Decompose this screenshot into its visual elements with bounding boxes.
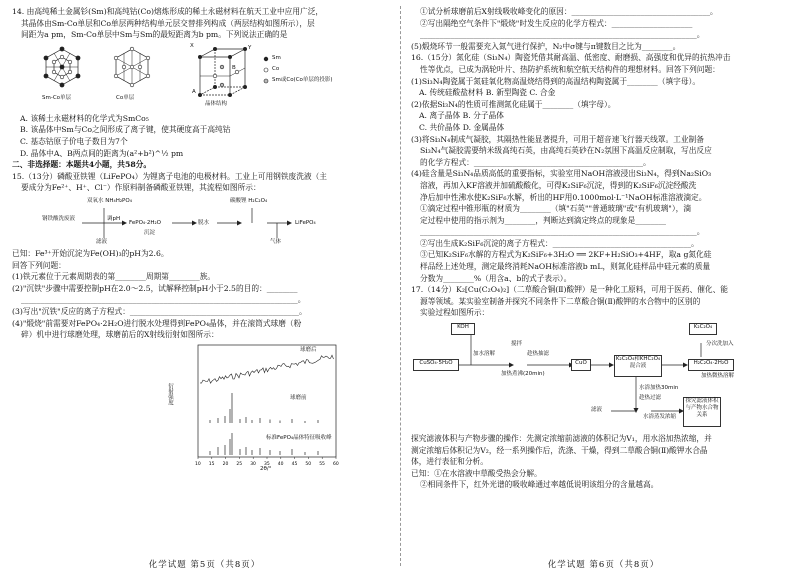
- flow17-arrows: [411, 321, 796, 431]
- xrd-tick-label: 50: [305, 461, 312, 467]
- xrd-tick-label: 20: [222, 461, 229, 467]
- q14-line: 间距为a pm，Sm-Co单层中Sm与Sm的最短距离为b pm。下列说法正确的是: [21, 30, 288, 40]
- sub-filtrate: 滤液: [96, 238, 108, 245]
- axis-y-label: Y: [248, 44, 252, 51]
- page-divider: [400, 6, 401, 566]
- section-2-heading: 二、非选择题：本题共4小题，共58分。: [12, 160, 152, 170]
- reagent-2: 碳酸锂 H₂C₂O₄: [230, 197, 268, 204]
- xrd-tick-label: 45: [291, 461, 298, 467]
- box-h2c2o4: H₂C₂O₄·2H₂O: [688, 359, 734, 371]
- lbl-dissolve: 分次洗加入: [706, 341, 734, 348]
- q16-line: ③已知K₂SiF₆水解的方程式为K₂SiF₆+3H₂O ══ 2KF+H₂SiO₃+4HF，取a g氮化硅: [420, 250, 712, 260]
- xrd-ylabel: 衍射强度: [167, 382, 173, 405]
- q15-line: 要成分为Fe²⁺、H⁺、Cl⁻）作原料制备磷酸亚铁锂，其流程如图所示：: [21, 183, 261, 193]
- step-ph: 调pH: [107, 215, 121, 222]
- q16-line: 16.（15分）氮化硅（Si₃N₄）陶瓷凭借其耐高温、低密度、耐磨损、高强度和优异的抗热冲击: [411, 53, 731, 63]
- q16-line: (3)将Si₃N₄制成气凝胶，其隔热性能显著提升，可用于超音速飞行器天线罩。工业制备: [411, 134, 704, 144]
- q15-line: (2)"沉铁"步骤中需要控制pH在2.0～2.5，试解释控制pH小于2.5的目的：________: [12, 283, 298, 293]
- lbl-stir: 搅拌: [511, 341, 523, 348]
- q14-line: 其晶体由Sm-Co单层和Co单层两种结构单元层交替排列构成（两层结构如图所示），层: [21, 18, 315, 28]
- point-b-label: B: [232, 64, 236, 71]
- q14-line: 14. 由高纯稀土金属钐(Sm)和高纯钴(Co)熔炼形成的稀土永磁材料在航天工业中应用广泛，: [12, 7, 324, 16]
- q16-line: 性等优点，已成为涡轮叶片、热防护系统和航空航天结构件的理想材料。回答下列问题：: [420, 64, 720, 74]
- q15-cont-line: ________________________________________________________________________。: [420, 30, 705, 40]
- page-6-footer: 化学试题 第6页（共8页）: [547, 560, 660, 571]
- box-koh: KOH: [451, 323, 475, 335]
- q17-line: 17.（14分）K₂[Cu(C₂O₄)₂]（二草酸合铜(Ⅱ)酸钾）是一种化工原料，可用于医药、催化、能: [411, 285, 728, 295]
- q16-line: A. 离子晶体 B. 分子晶体: [419, 111, 504, 121]
- sm-co-layer: [44, 46, 81, 87]
- q15-line: ________________________________________________________________________。: [21, 295, 306, 305]
- sub-precipitate: 沉淀: [144, 229, 156, 236]
- q16-line: ①滴定过程中锥形瓶的材质为________（填"石英""普通玻璃"或"有机玻璃"），滴: [420, 204, 692, 214]
- axis-x-label: X: [190, 42, 194, 49]
- steel-waste: 钢铁酸洗废液: [42, 215, 76, 222]
- xrd-label-std: 标准FePO₄晶体特征吸收峰: [266, 434, 332, 441]
- box-cuo: CuO: [571, 359, 591, 371]
- q17-line: 体，进行表征和分析。: [411, 457, 488, 467]
- box-k2c2o4-mix: K₂C₂O₄和KHC₂O₄混合液: [614, 355, 662, 377]
- lbl-slight-heat: 加热微热溶解: [701, 373, 735, 380]
- lbl-filtrate: 滤液: [591, 407, 603, 414]
- q15-line: (3)写出"沉铁"反应的离子方程式：____________________________________________。: [12, 306, 307, 316]
- q14-figure: [12, 43, 397, 111]
- reagent-1: 双氧水 NH₄H₂PO₄: [87, 197, 132, 204]
- lbl-water-bath: 水浴加热30min: [639, 385, 679, 392]
- xrd-figure: [167, 343, 397, 475]
- q16-line: (4)硅含量是Si₃N₄品质高低的重要指标，实验室用NaOH溶液浸出Si₃N₄，得到Na₂SiO₃: [411, 169, 712, 179]
- step-dehydrate: 脱水: [198, 219, 210, 226]
- xrd-tick-label: 10: [195, 461, 201, 467]
- page-6: [411, 6, 796, 576]
- lbl-hot-filter: 趁热过滤: [639, 395, 662, 402]
- q15-line: 碎）机中进行球磨处理，球磨前后的X射线衍射如图所示：: [21, 330, 219, 340]
- q16-line: (1)Si₃N₄陶瓷属于氮硅氧化物高温烧结得到的高温结构陶瓷属于________（填字母）。: [411, 76, 701, 86]
- q16-line: 分数为________%（用含a、b的式子表示）。: [420, 273, 572, 283]
- q16-line: 样品经上述处理，测定最终消耗NaOH标准溶液b mL，则氮化硅样品中硅元素的质量: [420, 262, 711, 272]
- xrd-label-before: 球磨前: [290, 394, 307, 401]
- page-5: [12, 6, 397, 576]
- caption-sm-co-layer: Sm-Co单层: [42, 94, 72, 101]
- q15-cont-line: ②写出隔绝空气条件下"煅烧"时发生反应的化学方程式：_____________________: [420, 18, 693, 28]
- q16-line: A. 传统硅酸盐材料 B. 新型陶瓷 C. 合金: [419, 88, 556, 98]
- legend-sm-or-co: Sm或Co(Co单层的投影): [272, 76, 333, 83]
- xrd-xlabel: 2θ/°: [260, 465, 272, 472]
- q17-line: ②相同条件下，红外光谱的吸收峰通过率越低说明该组分的含量越高。: [420, 480, 659, 490]
- q15-line: (4)"煅烧"前需要对FePO₄·2H₂O进行脱水处理得到FePO₄晶体，并在滚筒式球磨（粉: [12, 318, 302, 328]
- sub-gas: 气体: [270, 238, 282, 245]
- q16-line: 定过程中使用的指示剂为________，判断达到滴定终点的现象是________: [420, 215, 667, 225]
- q16-line: C. 共价晶体 D. 金属晶体: [419, 122, 505, 132]
- lbl-heat: 加热煮沸(20min): [501, 371, 545, 378]
- q15-flowchart: [12, 196, 397, 246]
- point-a-label: A: [192, 88, 196, 95]
- q15-cont-line: (5)煅烧环节一般需要充入氮气进行保护，N₂中σ键与π键数目之比为________。: [411, 41, 681, 51]
- q17-line: 已知：①在水溶液中草酸受热会分解。: [411, 468, 542, 478]
- xrd-tick-label: 40: [277, 461, 284, 467]
- q15-line: 回答下列问题：: [12, 260, 66, 270]
- xrd-label-after: 球磨后: [300, 346, 317, 353]
- q17-line: 探究滤液体积与产物步骤的操作：先测定浓缩前滤液的体积记为V₁，用水浴加热浓缩，并: [411, 434, 712, 444]
- page-5-footer: 化学试题 第5页（共8页）: [148, 560, 261, 571]
- xrd-tick-label: 55: [319, 461, 325, 467]
- legend-co: Co: [272, 65, 280, 72]
- box-product: 探究滤液体积与产物水合物关系: [683, 397, 721, 427]
- q17-flowchart: [411, 321, 796, 431]
- q15-cont-line: ①试分析球磨前后X射线吸收峰变化的原因：____________________________________。: [420, 7, 718, 16]
- xrd-tick-label: 60: [333, 461, 339, 467]
- box-k2c2o4: K₂C₂O₄: [689, 323, 717, 335]
- q16-line: Si₃N₄气凝胶需要纳米级高纯石英，由高纯石英砂在N₂氛围下高温反应制取，写出反应: [420, 146, 712, 156]
- co-layer: [114, 47, 150, 87]
- q17-line: 源等领域。某实验室制备并探究不同条件下二草酸合铜(Ⅱ)酸钾的水合物中的区别的: [420, 296, 701, 306]
- q14-option-a: A. 该稀土永磁材料的化学式为SmCo₅: [20, 113, 149, 123]
- box-cuso4: CuSO₄·5H₂O: [413, 359, 459, 371]
- q16-line: 净后加中性沸水使K₂SiF₆水解，析出的HF用0.1000mol·L⁻¹NaOH标准溶液滴定。: [420, 192, 707, 202]
- lbl-evap: 水浴蒸发浓缩: [643, 414, 677, 421]
- xrd-tick-label: 30: [250, 461, 256, 467]
- q16-line: (2)依据Si₃N₄的性质可推测氮化硅属于________（填字母）。: [411, 99, 616, 109]
- q15-line: (1)铁元素位于元素周期表的第________周期第________族。: [12, 272, 216, 282]
- q16-line: 的化学方程式：____________________________________________。: [420, 157, 651, 167]
- q15-line: 已知：Fe³⁺开始沉淀为Fe(OH)₃的pH为2.6。: [12, 248, 169, 258]
- q15-line: 15.（13分）磷酸亚铁锂（LiFePO₄）为锂离子电池的电极材料。工业上可用钢铁废洗液（主: [12, 171, 327, 181]
- caption-co-layer: Co单层: [116, 94, 135, 101]
- q17-line: 测定浓缩后体积记为V₂，经一系列操作后，洗涤、干燥，得到二草酸合铜(Ⅱ)酸钾水合晶: [411, 445, 708, 455]
- q14-option-b: B. 该晶体中Sm与Co之间形成了离子键，使其硬度高于高纯钴: [20, 125, 231, 135]
- xrd-tick-label: 35: [264, 461, 270, 467]
- q14-option-c: C. 基态钴原子价电子数目为7个: [20, 136, 128, 146]
- legend-sm: Sm: [272, 54, 281, 61]
- figure-legend: [264, 57, 268, 83]
- q14-option-d: D. 晶体中A、B两点间的距离为(a²+b²)^½ pm: [20, 148, 184, 158]
- lbl-filter: 趁热抽滤: [527, 351, 550, 358]
- q16-line: ________________________________________________________________________。: [420, 227, 705, 237]
- q16-line: 溶液，再加入KF溶液并加硫酸酸化，可得K₂SiF₆沉淀，得到的K₂SiF₆沉淀经酸洗: [420, 180, 697, 190]
- q16-line: ②写出生成K₂SiF₆沉淀的离子方程式：____________________________________。: [420, 238, 699, 248]
- xrd-chart: [180, 343, 340, 475]
- q17-line: 实验过程如图所示：: [420, 308, 490, 318]
- crystal-prism: [198, 47, 247, 97]
- caption-crystal: 晶体结构: [205, 100, 228, 107]
- intermediate: FePO₄·2H₂O: [129, 219, 162, 226]
- lbl-add-water: 加水溶解: [473, 351, 496, 358]
- final-product: LiFePO₄: [295, 219, 316, 226]
- xrd-tick-label: 15: [208, 461, 215, 467]
- xrd-tick-label: 25: [236, 461, 243, 467]
